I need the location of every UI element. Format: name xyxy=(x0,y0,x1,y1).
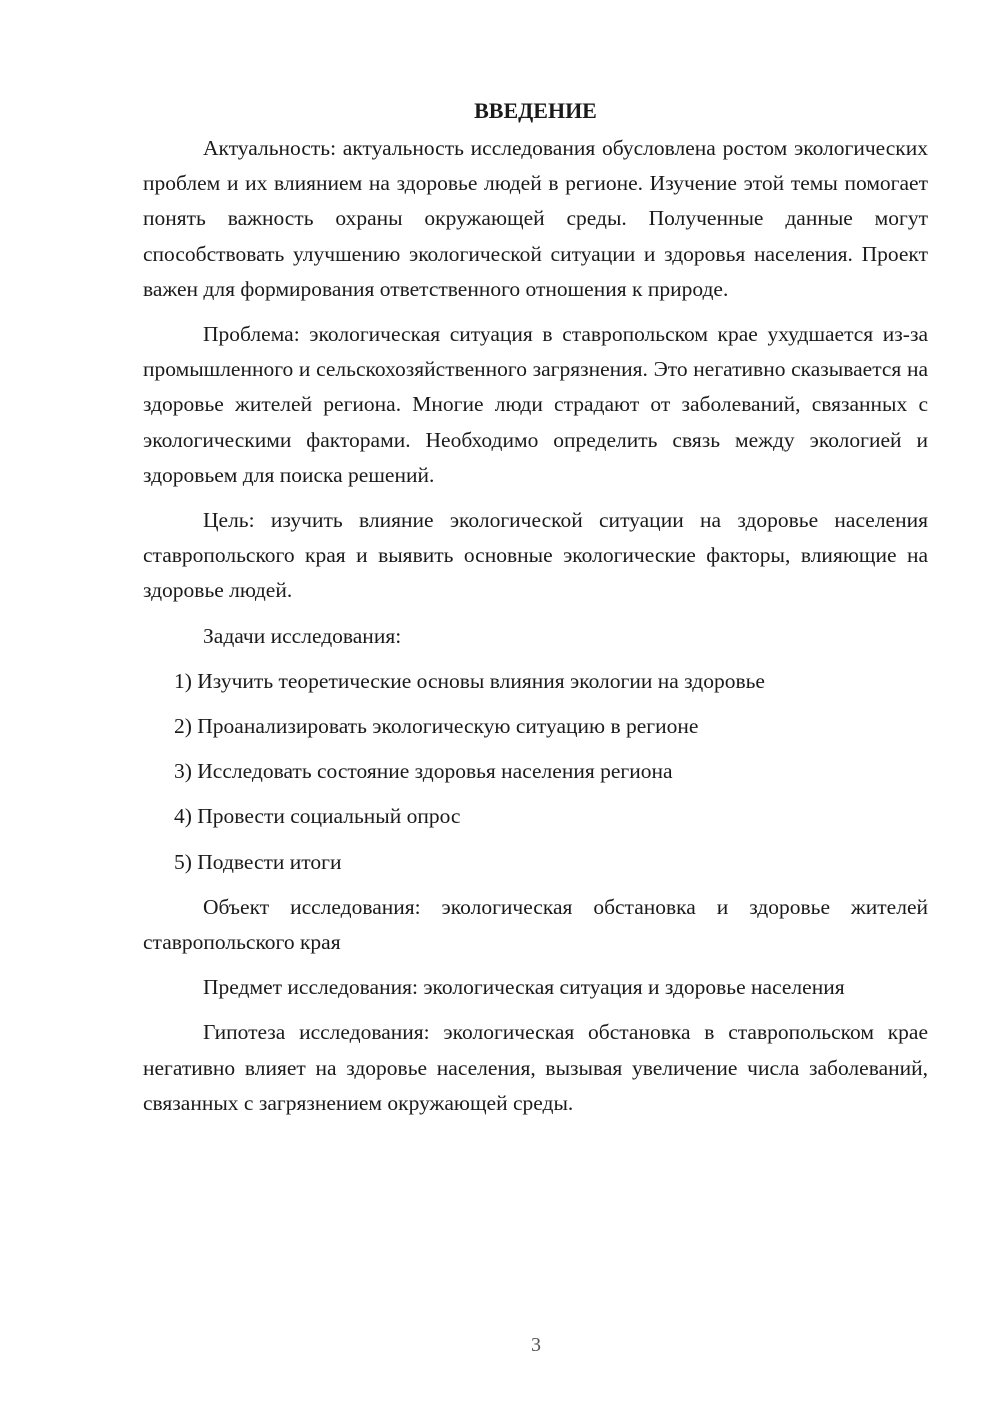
task-item: 2) Проанализировать экологическую ситуацию в регионе xyxy=(174,714,699,739)
tasks-heading: Задачи исследования: xyxy=(203,623,402,648)
task-item: 5) Подвести итоги xyxy=(174,849,342,874)
page-title: ВВЕДЕНИЕ xyxy=(474,98,597,123)
relevance-paragraph: Актуальность: актуальность исследования обусловлена ростом экологических проблем и их влиянием на здоровье людей в регионе. Изучение этой темы помогает понять важность охраны окружающей среды. Полученные данные могут способствовать улучшению экологической ситуации и здоровья населения. Проект важен для формирования ответственного отношения к природе. xyxy=(143,136,928,301)
subject-paragraph: Предмет исследования: экологическая ситуация и здоровье населения xyxy=(203,975,845,1000)
page-number-label: 3 xyxy=(531,1334,541,1356)
task-item: 4) Провести социальный опрос xyxy=(174,804,461,829)
task-item: 1) Изучить теоретические основы влияния экологии на здоровье xyxy=(174,668,765,693)
document-body xyxy=(143,95,928,1131)
page-number xyxy=(0,1334,1000,1357)
task-item: 3) Исследовать состояние здоровья населения региона xyxy=(174,759,673,784)
goal-paragraph: Цель: изучить влияние экологической ситуации на здоровье населения ставропольского края и выявить основные экологические факторы, влияющие на здоровье людей. xyxy=(143,508,928,603)
object-paragraph: Объект исследования: экологическая обстановка и здоровье жителей ставропольского края xyxy=(143,894,928,955)
hypothesis-paragraph: Гипотеза исследования: экологическая обстановка в ставропольском крае негативно влияет на здоровье населения, вызывая увеличение числа заболеваний, связанных с загрязнением окружающей среды. xyxy=(143,1020,928,1115)
problem-paragraph: Проблема: экологическая ситуация в ставропольском крае ухудшается из-за промышленного и сельскохозяйственного загрязнения. Это негативно сказывается на здоровье жителей региона. Многие люди страдают от заболеваний, связанных с экологическими факторами. Необходимо определить связь между экологией и здоровьем для поиска решений. xyxy=(143,322,928,487)
tasks-list xyxy=(143,664,928,880)
